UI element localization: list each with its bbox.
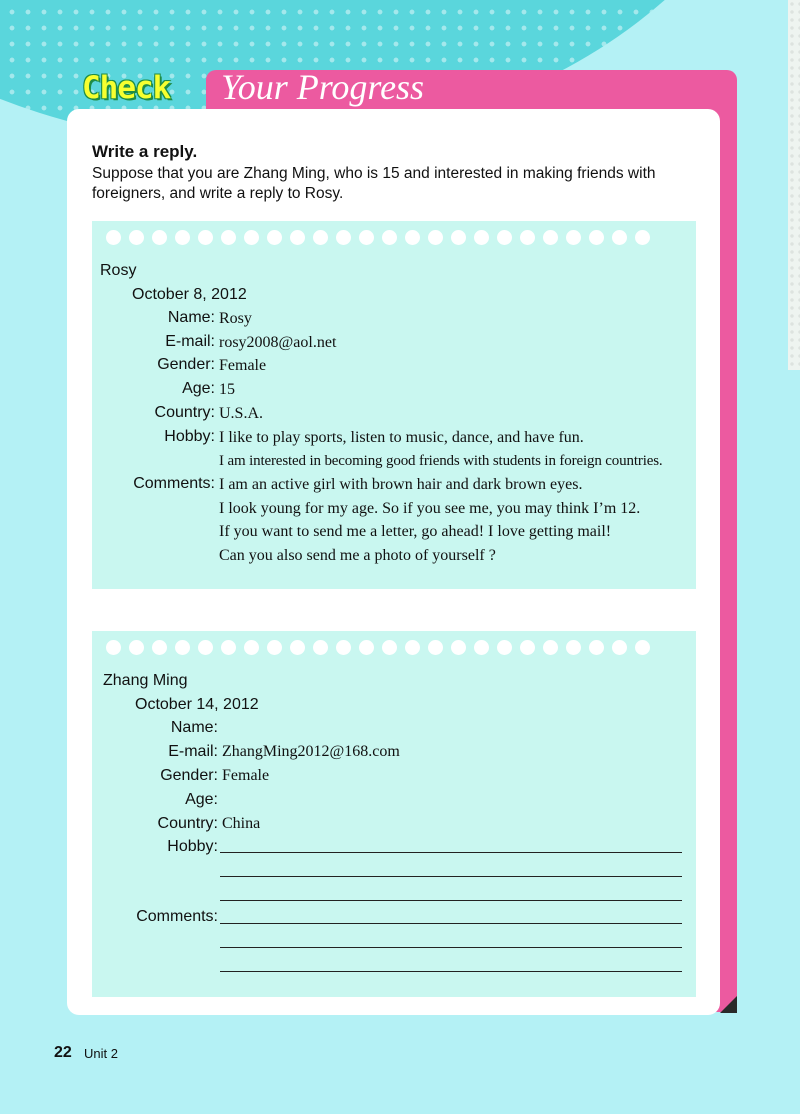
letter2-email-label: E-mail: xyxy=(168,743,218,760)
letter1-comment-line: I am an active girl with brown hair and dark brown eyes. xyxy=(219,476,583,493)
letter1-country-label: Country: xyxy=(154,404,215,421)
binder-holes xyxy=(106,640,650,655)
hobby-answer-line xyxy=(220,876,682,877)
letter1-email-value: rosy2008@aol.net xyxy=(219,334,337,351)
comments-answer-line xyxy=(220,947,682,948)
unit-label: Unit 2 xyxy=(84,1046,118,1061)
letter1-comment-line: I look young for my age. So if you see me, you may think I’m 12. xyxy=(219,500,641,517)
letter1-name-value: Rosy xyxy=(219,310,252,327)
page-fold-corner xyxy=(720,996,737,1013)
letter1-country-value: U.S.A. xyxy=(219,405,264,422)
letter1-sender: Rosy xyxy=(100,262,137,279)
letter2-hobby-label: Hobby: xyxy=(167,838,218,855)
letter2-comments-label: Comments: xyxy=(136,908,218,925)
check-heading: Check xyxy=(82,70,171,106)
hobby-answer-line xyxy=(220,852,682,853)
comments-answer-line xyxy=(220,971,682,972)
letter2-country-label: Country: xyxy=(157,815,218,832)
letter1-hobby-label: Hobby: xyxy=(164,428,215,445)
instructions: Suppose that you are Zhang Ming, who is 15 and interested in making friends with foreigners, and write a reply to Rosy. xyxy=(92,165,656,202)
page-number: 22 xyxy=(54,1044,72,1061)
hobby-answer-line xyxy=(220,900,682,901)
letter1-hobby-line: I like to play sports, listen to music, dance, and have fun. xyxy=(219,429,584,446)
letter1-name-label: Name: xyxy=(167,309,215,326)
letter1-hobby-line: I am interested in becoming good friends with students in foreign countries. xyxy=(219,453,663,469)
decorative-edge-strip xyxy=(788,0,800,370)
binder-holes xyxy=(106,230,650,245)
section-title: Write a reply. xyxy=(92,142,198,161)
progress-heading: Your Progress xyxy=(221,67,425,107)
letter2-gender-label: Gender: xyxy=(160,767,218,784)
letter1-age-value: 15 xyxy=(219,381,235,398)
letter1-comment-line: Can you also send me a photo of yourself ? xyxy=(219,547,496,564)
comments-answer-line xyxy=(220,923,682,924)
letter2-country-value: China xyxy=(222,815,261,832)
letter1-email-label: E-mail: xyxy=(165,333,215,350)
letter1-date: October 8, 2012 xyxy=(132,286,247,303)
letter2-date: October 14, 2012 xyxy=(135,696,259,713)
letter2-age-label: Age: xyxy=(185,791,218,808)
letter1-gender-value: Female xyxy=(219,357,267,374)
letter1-gender-label: Gender: xyxy=(157,356,215,373)
letter1-age-label: Age: xyxy=(182,380,215,397)
letter2-name-label: Name: xyxy=(170,719,218,736)
letter2-email-value: ZhangMing2012@168.com xyxy=(222,743,400,760)
letter2-gender-value: Female xyxy=(222,767,270,784)
letter1-comments-label: Comments: xyxy=(133,475,215,492)
letter2-sender: Zhang Ming xyxy=(103,672,188,689)
letter1-comment-line: If you want to send me a letter, go ahead! I love getting mail! xyxy=(219,523,612,540)
